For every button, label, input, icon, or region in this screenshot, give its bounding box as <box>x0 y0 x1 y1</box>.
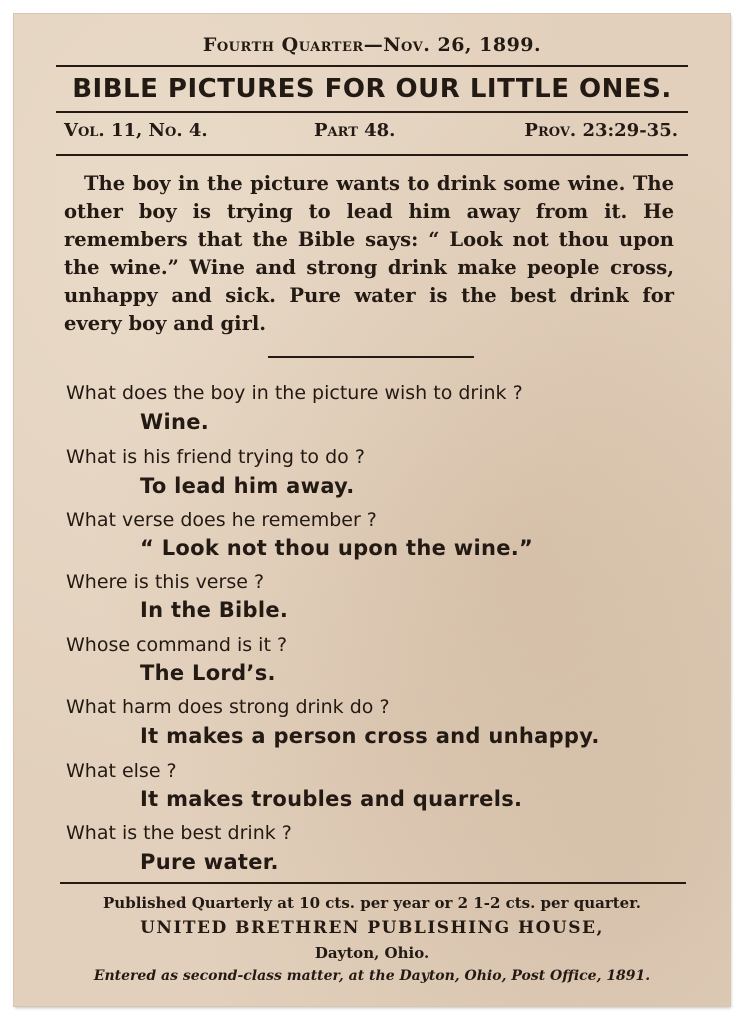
answer-2: To lead him away. <box>140 474 355 498</box>
question-4: Where is this verse ? <box>66 571 265 593</box>
part-label: Part 48. <box>314 120 396 141</box>
question-answer-list <box>66 14 686 894</box>
entry-note <box>14 968 730 984</box>
answer-4: In the Bible. <box>140 598 289 622</box>
volume-label: Vol. 11, No. 4. <box>64 120 208 141</box>
page-title: BIBLE PICTURES FOR OUR LITTLE ONES. <box>72 74 672 104</box>
publisher-location: Dayton, Ohio. <box>314 944 430 962</box>
answer-8: Pure water. <box>140 850 279 874</box>
question-6: What harm does strong drink do ? <box>66 696 390 718</box>
scripture-reference: Prov. 23:29-35. <box>524 120 678 141</box>
question-3: What verse does he remember ? <box>66 509 377 531</box>
date-line: Fourth Quarter—Nov. 26, 1899. <box>202 34 542 56</box>
entry-note-text: Entered as second-class matter, at the Dayton, Ohio, Post Office, 1891. <box>93 968 651 984</box>
question-5: Whose command is it ? <box>66 634 288 656</box>
answer-7: It makes troubles and quarrels. <box>140 787 523 811</box>
intro-text: The boy in the picture wants to drink some wine. The other boy is trying to lead him away from it. He remembers that the Bible says: “ Look not thou upon the wine.” Wine and strong drink make people cross, unhappy and sick. Pure water is the best drink for every boy and girl. <box>64 172 674 335</box>
publication-note: Published Quarterly at 10 cts. per year or 2 1-2 cts. per quarter. <box>103 894 641 912</box>
answer-3: “ Look not thou upon the wine.” <box>140 536 534 560</box>
question-8: What is the best drink ? <box>66 822 292 844</box>
card <box>14 14 730 1006</box>
answer-6: It makes a person cross and unhappy. <box>140 724 600 748</box>
answer-1: Wine. <box>140 410 210 434</box>
answer-5: The Lord’s. <box>140 661 276 685</box>
question-1: What does the boy in the picture wish to drink ? <box>66 382 523 404</box>
question-7: What else ? <box>66 760 177 782</box>
question-2: What is his friend trying to do ? <box>66 446 365 468</box>
footer-rule <box>60 882 686 884</box>
publisher-name: UNITED BRETHREN PUBLISHING HOUSE, <box>140 918 604 938</box>
